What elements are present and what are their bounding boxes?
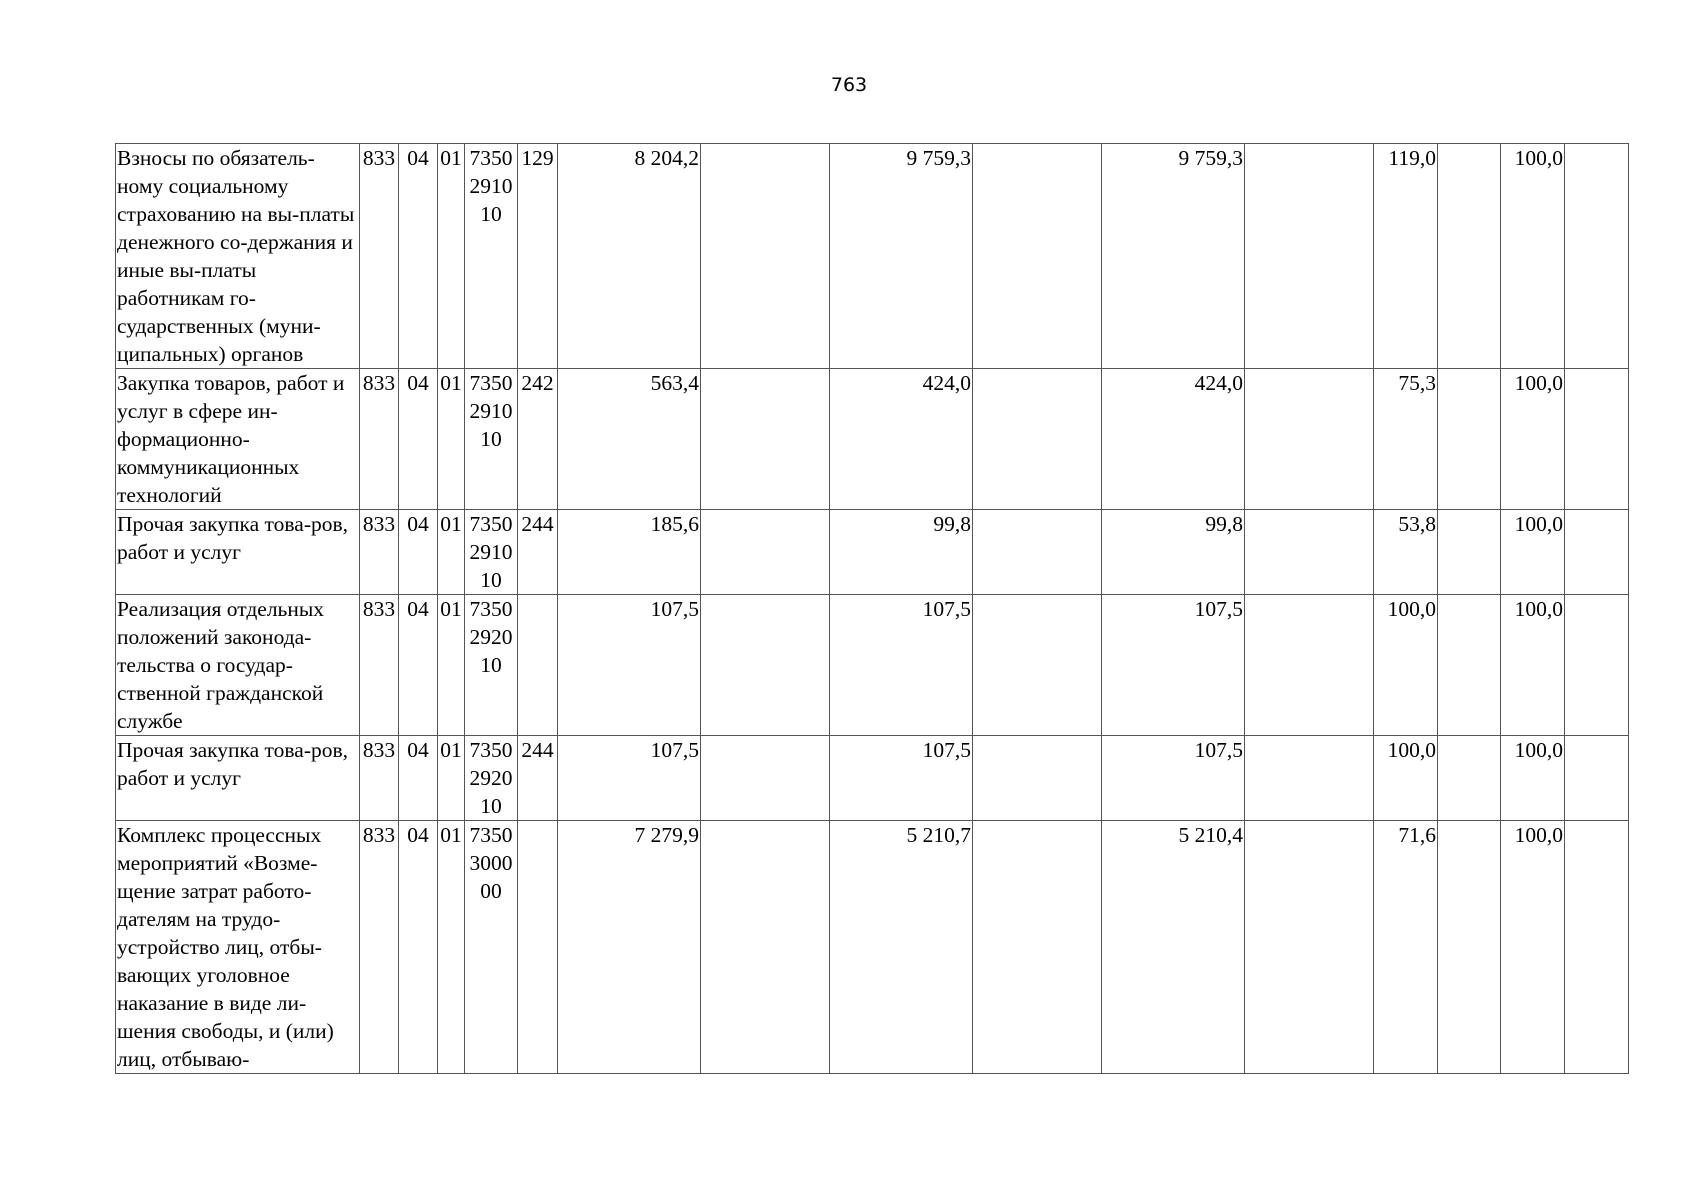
target-article-code: 7350 2910 10: [465, 144, 518, 369]
value-3: 107,5: [1102, 736, 1245, 821]
percent-2: 100,0: [1501, 736, 1565, 821]
percent-2: 100,0: [1501, 821, 1565, 1074]
expense-type-code: 244: [518, 736, 558, 821]
row-name: Прочая закупка това-ров, работ и услуг: [116, 736, 360, 821]
empty-cell: [1438, 736, 1501, 821]
section-code: 04: [399, 595, 438, 736]
empty-cell: [1245, 821, 1374, 1074]
empty-cell: [973, 736, 1102, 821]
empty-cell: [1438, 821, 1501, 1074]
table-row: [116, 595, 1629, 736]
target-article-code: 7350 2920 10: [465, 736, 518, 821]
percent-1: 100,0: [1374, 595, 1438, 736]
table-row: [116, 510, 1629, 595]
empty-cell: [701, 510, 830, 595]
value-2: 5 210,7: [830, 821, 973, 1074]
ved-code: 833: [360, 821, 399, 1074]
empty-cell: [973, 369, 1102, 510]
percent-2: 100,0: [1501, 510, 1565, 595]
ved-code: 833: [360, 510, 399, 595]
section-code: 04: [399, 821, 438, 1074]
value-3: 9 759,3: [1102, 144, 1245, 369]
percent-2: 100,0: [1501, 369, 1565, 510]
expense-type-code: 244: [518, 510, 558, 595]
value-1: 7 279,9: [558, 821, 701, 1074]
table-row: [116, 369, 1629, 510]
table-row: [116, 736, 1629, 821]
value-1: 107,5: [558, 736, 701, 821]
empty-cell: [973, 144, 1102, 369]
section-code: 04: [399, 144, 438, 369]
value-1: 185,6: [558, 510, 701, 595]
empty-cell: [973, 821, 1102, 1074]
empty-cell: [973, 595, 1102, 736]
subsection-code: 01: [438, 821, 465, 1074]
empty-cell: [1565, 821, 1629, 1074]
empty-cell: [1565, 144, 1629, 369]
empty-cell: [701, 144, 830, 369]
value-1: 107,5: [558, 595, 701, 736]
empty-cell: [1565, 595, 1629, 736]
empty-cell: [1245, 369, 1374, 510]
empty-cell: [1438, 144, 1501, 369]
page-number: 763: [830, 74, 868, 96]
expense-type-code: [518, 595, 558, 736]
row-name: Реализация отдельных положений законода-тельства о государ-ственной гражданской службе: [116, 595, 360, 736]
ved-code: 833: [360, 595, 399, 736]
subsection-code: 01: [438, 144, 465, 369]
value-2: 9 759,3: [830, 144, 973, 369]
budget-table: [115, 143, 1629, 1074]
percent-1: 75,3: [1374, 369, 1438, 510]
section-code: 04: [399, 736, 438, 821]
row-name: Прочая закупка това-ров, работ и услуг: [116, 510, 360, 595]
expense-type-code: 129: [518, 144, 558, 369]
ved-code: 833: [360, 736, 399, 821]
empty-cell: [1438, 369, 1501, 510]
empty-cell: [1245, 510, 1374, 595]
empty-cell: [701, 595, 830, 736]
percent-1: 100,0: [1374, 736, 1438, 821]
value-3: 5 210,4: [1102, 821, 1245, 1074]
empty-cell: [1565, 736, 1629, 821]
value-3: 424,0: [1102, 369, 1245, 510]
percent-2: 100,0: [1501, 595, 1565, 736]
target-article-code: 7350 2920 10: [465, 595, 518, 736]
empty-cell: [701, 821, 830, 1074]
ved-code: 833: [360, 369, 399, 510]
empty-cell: [1438, 510, 1501, 595]
ved-code: 833: [360, 144, 399, 369]
value-2: 424,0: [830, 369, 973, 510]
empty-cell: [1245, 736, 1374, 821]
target-article-code: 7350 3000 00: [465, 821, 518, 1074]
subsection-code: 01: [438, 369, 465, 510]
value-2: 107,5: [830, 595, 973, 736]
section-code: 04: [399, 369, 438, 510]
percent-1: 119,0: [1374, 144, 1438, 369]
empty-cell: [1245, 144, 1374, 369]
expense-type-code: [518, 821, 558, 1074]
empty-cell: [1245, 595, 1374, 736]
subsection-code: 01: [438, 595, 465, 736]
expense-type-code: 242: [518, 369, 558, 510]
empty-cell: [701, 736, 830, 821]
value-2: 99,8: [830, 510, 973, 595]
row-name: Комплекс процессных мероприятий «Возме-щение затрат работо-дателям на трудо-устройство лиц, отбы-вающих уголовное наказание в виде ли-шения свободы, и (или) лиц, отбываю-: [116, 821, 360, 1074]
table-row: [116, 144, 1629, 369]
value-2: 107,5: [830, 736, 973, 821]
percent-1: 71,6: [1374, 821, 1438, 1074]
subsection-code: 01: [438, 510, 465, 595]
target-article-code: 7350 2910 10: [465, 369, 518, 510]
empty-cell: [1565, 510, 1629, 595]
empty-cell: [701, 369, 830, 510]
percent-2: 100,0: [1501, 144, 1565, 369]
table-row: [116, 821, 1629, 1074]
target-article-code: 7350 2910 10: [465, 510, 518, 595]
value-1: 8 204,2: [558, 144, 701, 369]
row-name: Закупка товаров, работ и услуг в сфере ин-формационно-коммуникационных технологий: [116, 369, 360, 510]
empty-cell: [973, 510, 1102, 595]
value-3: 107,5: [1102, 595, 1245, 736]
subsection-code: 01: [438, 736, 465, 821]
section-code: 04: [399, 510, 438, 595]
empty-cell: [1565, 369, 1629, 510]
empty-cell: [1438, 595, 1501, 736]
value-1: 563,4: [558, 369, 701, 510]
value-3: 99,8: [1102, 510, 1245, 595]
row-name: Взносы по обязатель-ному социальному страхованию на вы-платы денежного со-держания и иные вы-платы работникам го-сударственных (муни-ципальных) органов: [116, 144, 360, 369]
percent-1: 53,8: [1374, 510, 1438, 595]
